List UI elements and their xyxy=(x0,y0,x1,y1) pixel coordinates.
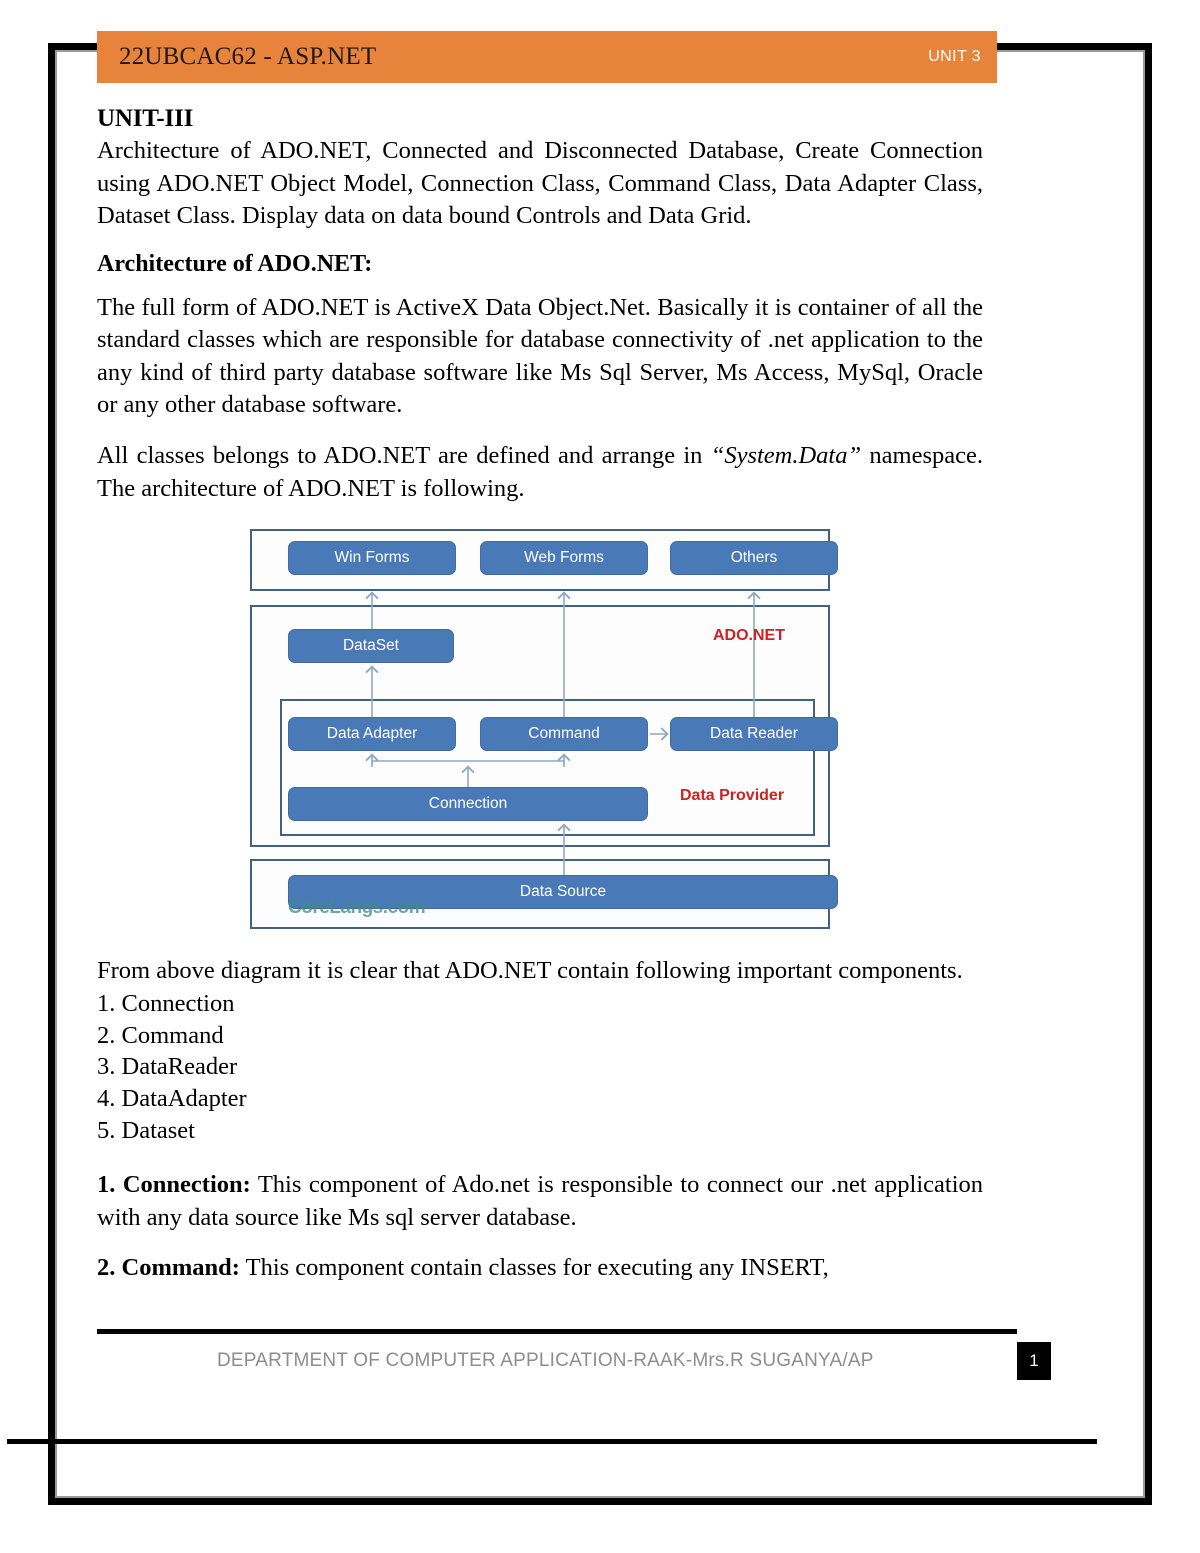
paragraph-components-intro: From above diagram it is clear that ADO.NET contain following important components. xyxy=(97,957,963,985)
connection-description: This component of Ado.net is responsible to connect our .net application with any data source like Ms sql server database. xyxy=(97,1171,983,1231)
footer-row xyxy=(97,1334,1039,1386)
architecture-diagram-container xyxy=(97,529,983,929)
adonet-architecture-diagram xyxy=(250,529,830,929)
diagram-box-data-source: Data Source xyxy=(288,875,838,909)
diagram-box-data-reader: Data Reader xyxy=(670,717,838,751)
paragraph-namespace-part1: All classes belongs to ADO.NET are defined and arrange in xyxy=(97,442,711,470)
section-heading: Architecture of ADO.NET: xyxy=(97,250,373,277)
diagram-label-data-provider: Data Provider xyxy=(680,787,785,805)
diagram-box-win-forms: Win Forms xyxy=(288,541,456,575)
components-list xyxy=(97,988,983,1147)
connection-term: 1. Connection: xyxy=(97,1171,251,1198)
diagram-label-adonet: ADO.NET xyxy=(713,627,785,645)
paragraph-namespace xyxy=(97,440,983,505)
page-number-badge: 1 xyxy=(1017,1342,1051,1380)
list-item: 4. DataAdapter xyxy=(97,1085,247,1113)
diagram-watermark: CoreLangs.com xyxy=(288,897,426,919)
diagram-box-web-forms: Web Forms xyxy=(480,541,648,575)
paragraph-connection-description xyxy=(97,1169,983,1234)
command-term: 2. Command: xyxy=(97,1254,240,1282)
diagram-box-command: Command xyxy=(480,717,648,751)
paragraph-command-description xyxy=(97,1252,983,1285)
page-title: UNIT-III xyxy=(97,105,194,132)
diagram-box-others: Others xyxy=(670,541,838,575)
unit-label: UNIT 3 xyxy=(928,48,981,65)
document-body xyxy=(97,105,983,1285)
diagram-box-dataset: DataSet xyxy=(288,629,454,663)
list-item: 3. DataReader xyxy=(97,1053,238,1081)
diagram-box-data-adapter: Data Adapter xyxy=(288,717,456,751)
paragraph-namespace-part2: namespace. The architecture of ADO.NET is following. xyxy=(97,442,983,502)
list-item: 1. Connection xyxy=(97,989,235,1017)
page-content xyxy=(97,31,1022,1303)
footer-divider-bottom xyxy=(7,1439,1097,1444)
diagram-box-connection: Connection xyxy=(288,787,648,821)
command-description: This component contain classes for executing any INSERT, xyxy=(239,1254,829,1282)
intro-paragraph: Architecture of ADO.NET, Connected and Disconnected Database, Create Connection using ADO.NET Object Model, Connection Class, Command Class, Data Adapter Class, Dataset Class. Display data on data bound Controls and Data Grid. xyxy=(97,137,983,230)
list-item: 5. Dataset xyxy=(97,1117,195,1145)
document-header-bar xyxy=(97,31,997,83)
footer-department-text: DEPARTMENT OF COMPUTER APPLICATION-RAAK-Mrs.R SUGANYA/AP xyxy=(217,1350,874,1371)
course-title: 22UBCAC62 - ASP.NET xyxy=(119,43,377,70)
system-data-emphasis: “System.Data” xyxy=(710,442,862,470)
list-item: 2. Command xyxy=(97,1021,224,1049)
page-footer xyxy=(97,1329,1039,1386)
paragraph-full-form: The full form of ADO.NET is ActiveX Data Object.Net. Basically it is container of all the standard classes which are responsible for database connectivity of .net application to the any kind of third party database software like Ms Sql Server, Ms Access, MySql, Oracle or any other database software. xyxy=(97,293,983,419)
